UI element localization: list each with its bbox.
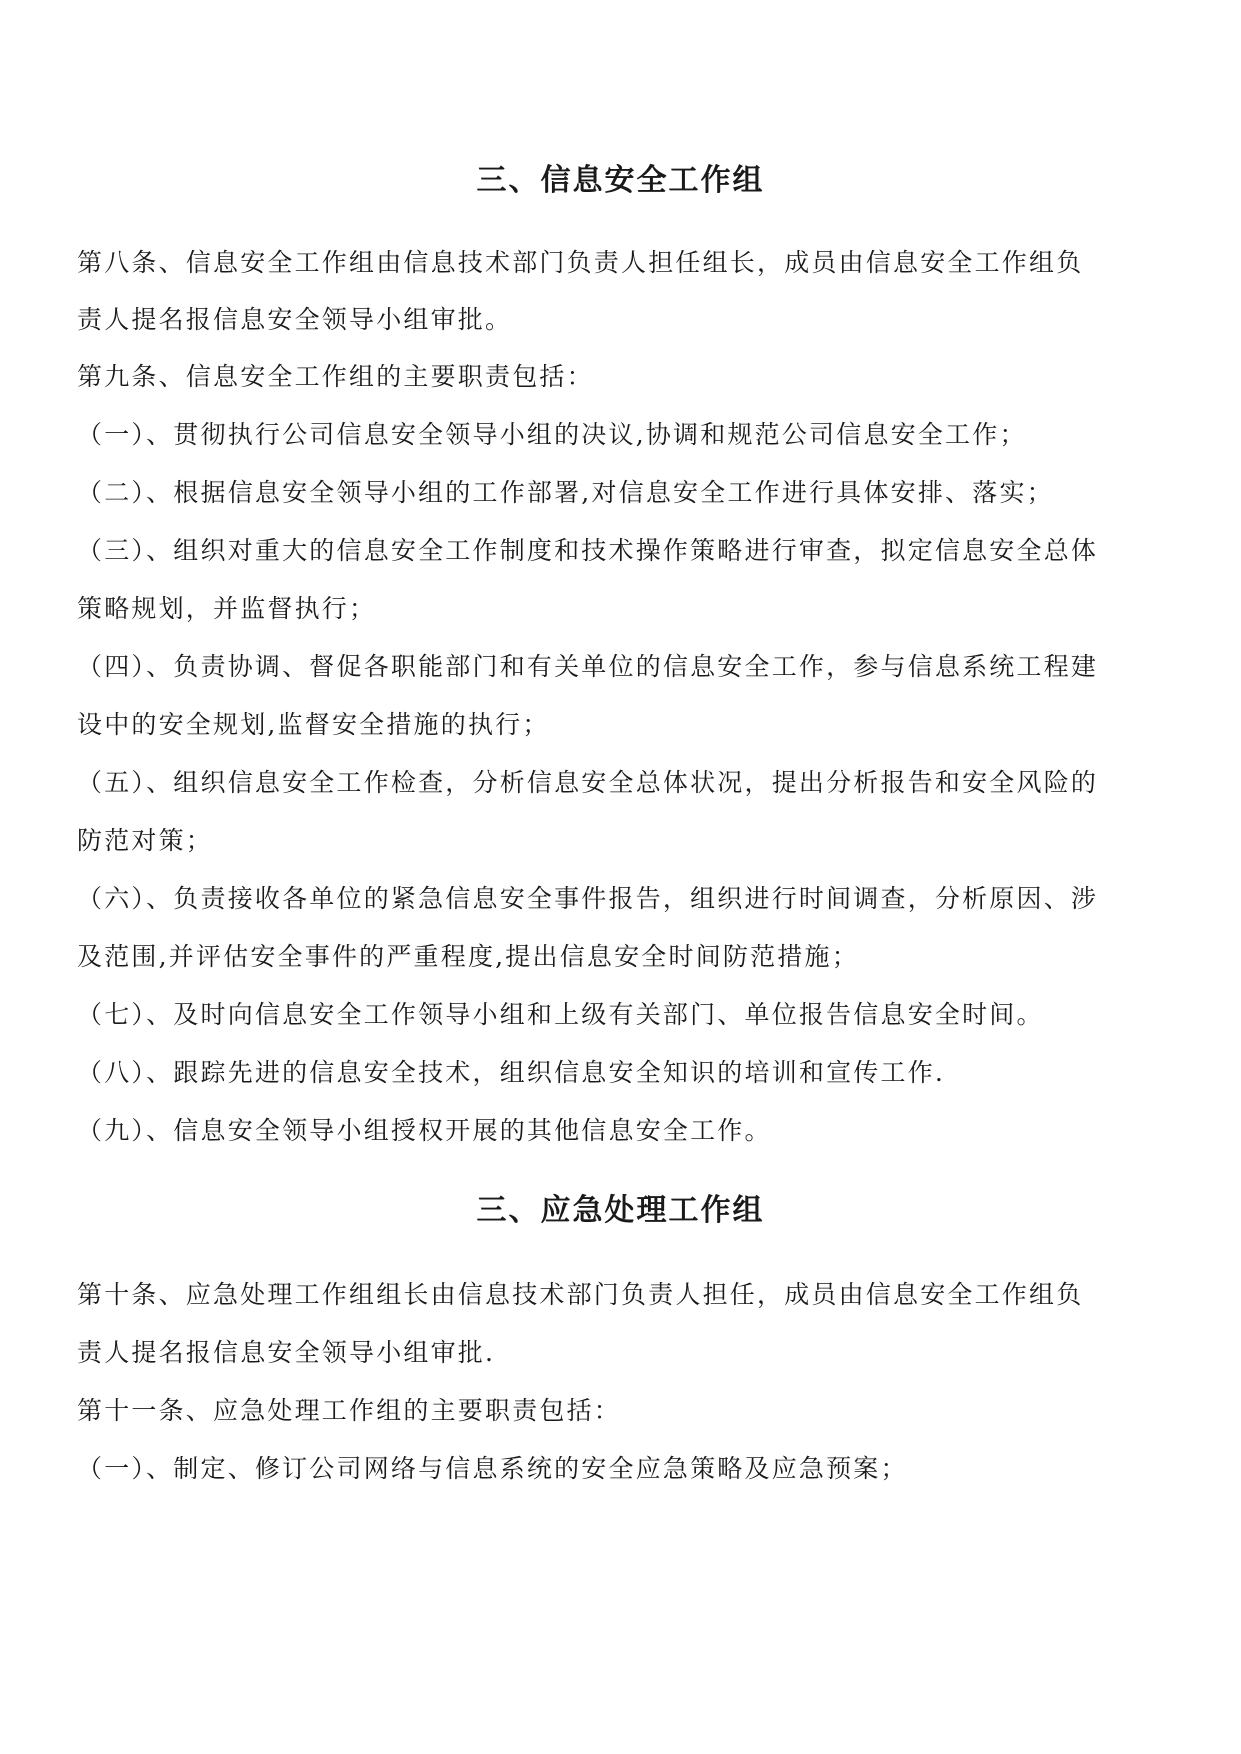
list-item-line: （九）、信息安全领导小组授权开展的其他信息安全工作。 bbox=[77, 1116, 772, 1145]
list-item-line: （一）、制定、修订公司网络与信息系统的安全应急策略及应急预案； bbox=[77, 1454, 908, 1483]
section-heading-info-security-group: 三、信息安全工作组 bbox=[476, 163, 765, 198]
list-item-line: 设中的安全规划,监督安全措施的执行； bbox=[77, 710, 550, 739]
list-item-line: （五）、组织信息安全工作检查，分析信息安全总体状况，提出分析报告和安全风险的 bbox=[77, 768, 1099, 797]
section-heading-emergency-group: 三、应急处理工作组 bbox=[476, 1193, 765, 1228]
list-item-line: （二）、根据信息安全领导小组的工作部署,对信息安全工作进行具体安排、落实； bbox=[77, 478, 1054, 507]
list-item-line: （一）、贯彻执行公司信息安全领导小组的决议,协调和规范公司信息安全工作； bbox=[77, 420, 1027, 449]
list-item-line: 策略规划，并监督执行； bbox=[77, 594, 377, 623]
paragraph-line: 第十一条、应急处理工作组的主要职责包括： bbox=[77, 1396, 622, 1425]
list-item-line: （八）、跟踪先进的信息安全技术，组织信息安全知识的培训和宣传工作. bbox=[77, 1058, 946, 1087]
list-item-line: 防范对策； bbox=[77, 826, 214, 855]
paragraph-line: 责人提名报信息安全领导小组审批. bbox=[77, 1338, 496, 1367]
list-item-line: 及范围,并评估安全事件的严重程度,提出信息安全时间防范措施； bbox=[77, 942, 859, 971]
paragraph-line: 第八条、信息安全工作组由信息技术部门负责人担任组长，成员由信息安全工作组负 bbox=[77, 248, 1084, 277]
list-item-line: （三）、组织对重大的信息安全工作制度和技术操作策略进行审查，拟定信息安全总体 bbox=[77, 536, 1099, 565]
list-item-line: （六）、负责接收各单位的紧急信息安全事件报告，组织进行时间调查，分析原因、涉 bbox=[77, 884, 1099, 913]
paragraph-line: 第九条、信息安全工作组的主要职责包括： bbox=[77, 362, 594, 391]
paragraph-line: 第十条、应急处理工作组组长由信息技术部门负责人担任，成员由信息安全工作组负 bbox=[77, 1280, 1084, 1309]
list-item-line: （四）、负责协调、督促各职能部门和有关单位的信息安全工作，参与信息系统工程建 bbox=[77, 652, 1099, 681]
list-item-line: （七）、及时向信息安全工作领导小组和上级有关部门、单位报告信息安全时间。 bbox=[77, 1000, 1044, 1029]
paragraph-line: 责人提名报信息安全领导小组审批。 bbox=[77, 305, 513, 334]
